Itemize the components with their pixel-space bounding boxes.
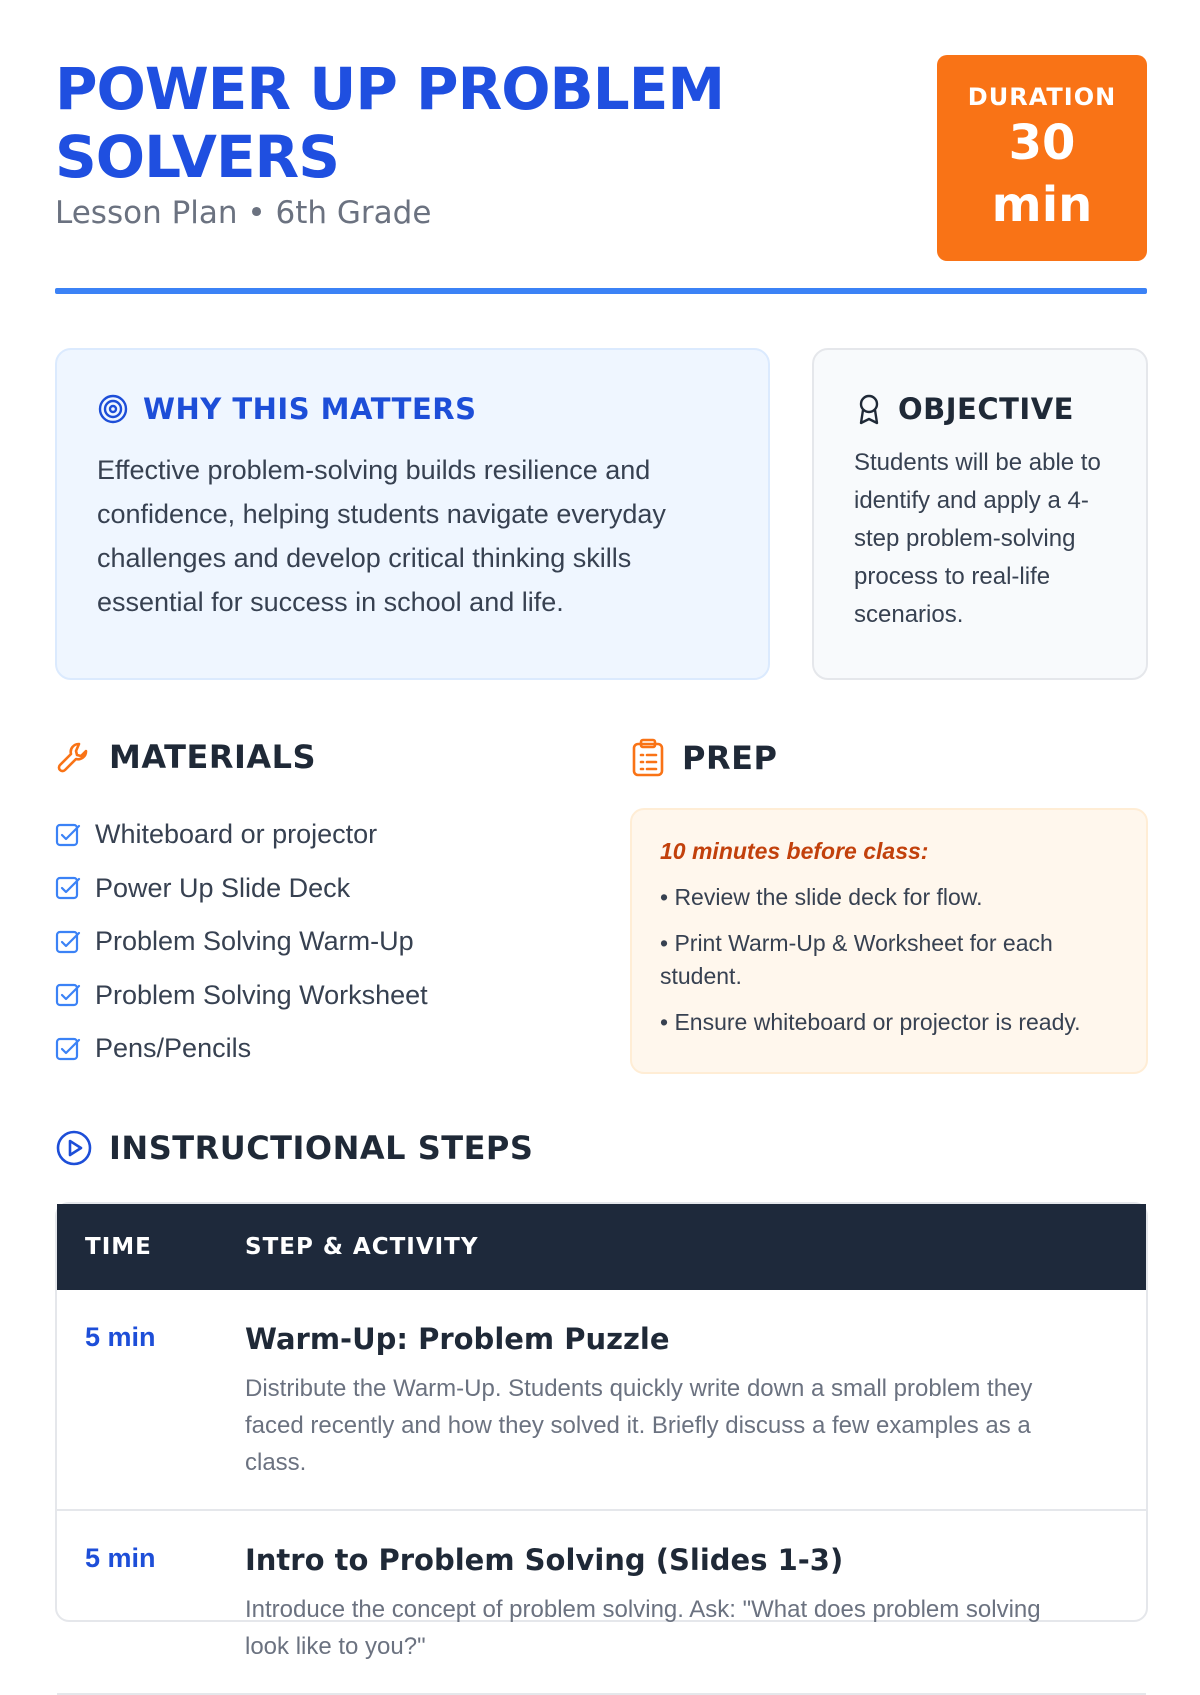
page-title: POWER UP PROBLEM SOLVERS [55,55,725,191]
step-title: Warm-Up: Problem Puzzle [245,1322,670,1356]
step-time: 5 min [85,1322,156,1352]
why-this-matters-card [55,348,770,680]
table-row [57,1290,1146,1511]
materials-list [55,808,595,1076]
material-label: Problem Solving Worksheet [95,979,428,1010]
materials-header [55,738,316,776]
target-icon [97,393,129,425]
column-header-time: TIME [85,1234,152,1260]
material-label: Power Up Slide Deck [95,872,351,903]
duration-unit: min [991,177,1093,233]
lesson-header [55,55,1147,265]
why-body: Effective problem-solving builds resilience and confidence, helping students navigate everyday challenges and develop critical thinking skills essential for success in school and life. [97,455,666,617]
header-divider [55,288,1147,294]
list-item [55,969,595,1023]
objective-body: Students will be able to identify and apply a 4-step problem-solving process to real-life scenarios. [854,449,1101,628]
material-label: Problem Solving Warm-Up [95,926,414,957]
duration-badge [937,55,1147,261]
materials-heading: MATERIALS [109,738,317,776]
material-label: Whiteboard or projector [95,819,378,850]
list-item [55,808,595,862]
checkbox-checked-icon [55,822,81,848]
list-item [55,915,595,969]
prep-card [630,808,1148,1074]
checkbox-checked-icon [55,875,81,901]
step-description: Distribute the Warm-Up. Students quickly write down a small problem they faced recently and how they solved it. Briefly discuss a few examples as a class. [245,1375,1033,1476]
objective-card [812,348,1148,680]
prep-item: • Review the slide deck for flow. [660,884,983,910]
prep-heading: PREP [682,739,778,777]
checkbox-checked-icon [55,1036,81,1062]
clipboard-icon [630,738,666,778]
prep-header [630,738,777,778]
play-circle-icon [55,1129,93,1167]
prep-timing: 10 minutes before class: [660,838,929,864]
steps-table [55,1202,1148,1660]
duration-label: DURATION [967,83,1117,111]
list-item [55,1022,595,1076]
column-header-activity: STEP & ACTIVITY [245,1234,479,1260]
step-description: Introduce the concept of problem solving. Ask: "What does problem solving look like to you?" [245,1596,1041,1660]
wrench-icon [55,738,93,776]
table-row [57,1511,1146,1695]
list-item [55,862,595,916]
steps-heading: INSTRUCTIONAL STEPS [109,1129,534,1167]
checkbox-checked-icon [55,929,81,955]
prep-item: • Print Warm-Up & Worksheet for each student. [660,930,1053,989]
table-header [57,1204,1146,1290]
page-subtitle: Lesson Plan • 6th Grade [55,195,432,231]
step-time: 5 min [85,1543,156,1573]
objective-heading: OBJECTIVE [898,392,1074,426]
why-heading: WHY THIS MATTERS [143,392,477,426]
checkbox-checked-icon [55,982,81,1008]
step-title: Intro to Problem Solving (Slides 1-3) [245,1543,844,1577]
award-icon [854,392,884,426]
steps-header [55,1129,533,1167]
duration-value: 30 [1008,115,1076,171]
prep-item: • Ensure whiteboard or projector is ready. [660,1009,1081,1035]
material-label: Pens/Pencils [95,1033,252,1064]
